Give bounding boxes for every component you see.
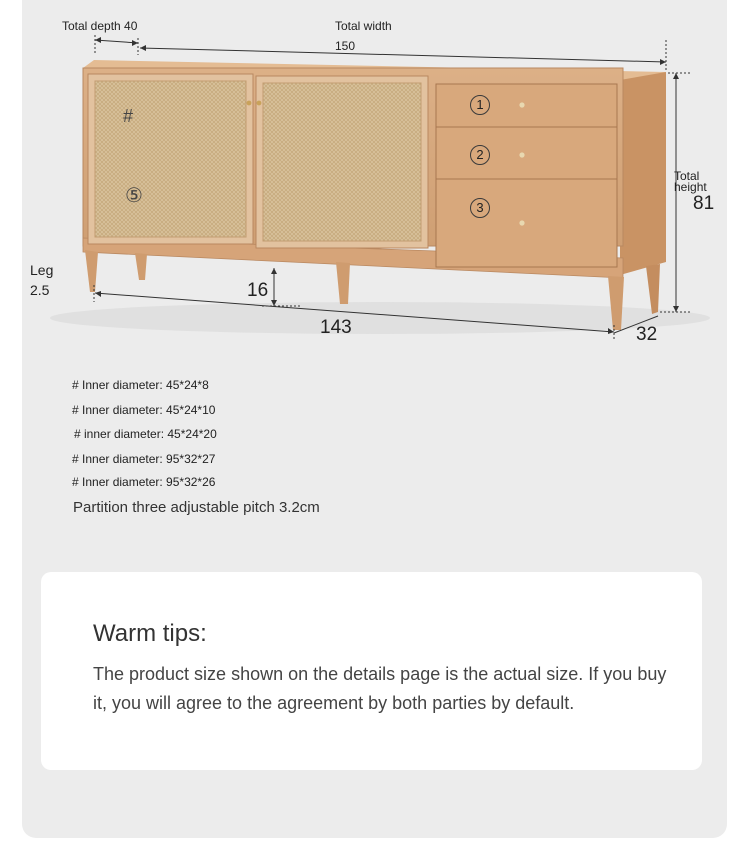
leg-label: Leg	[30, 262, 54, 278]
width-dim-line	[140, 48, 666, 62]
total-width-value: 150	[335, 39, 356, 53]
warm-tips-card	[41, 572, 702, 770]
spec-line: # Inner diameter: 95*32*26	[72, 475, 216, 489]
total-height-label-line2: height	[674, 180, 707, 194]
spec-line: # Inner diameter: 95*32*27	[72, 452, 216, 466]
depth-dim-line	[95, 40, 138, 43]
bottom-depth-value: 32	[636, 324, 658, 345]
drawer-marker-2: 2	[470, 145, 490, 165]
total-height-value: 81	[693, 193, 715, 214]
total-width-label: Total width	[335, 19, 392, 33]
spec-line: # Inner diameter: 45*24*8	[72, 378, 209, 392]
bottom-width-value: 143	[320, 317, 352, 338]
door-marker-hash: #	[123, 106, 134, 126]
clearance-value: 16	[247, 280, 269, 301]
drawer-marker-3: 3	[470, 198, 490, 218]
total-height-label-line1: Total	[674, 169, 700, 183]
leg-value: 2.5	[30, 282, 50, 298]
total-depth-label: Total depth 40	[62, 19, 138, 33]
spec-line: # Inner diameter: 45*24*10	[72, 403, 216, 417]
door-marker-5: ⑤	[125, 185, 143, 207]
warm-tips-title: Warm tips:	[93, 620, 207, 647]
spec-line: # inner diameter: 45*24*20	[74, 427, 217, 441]
warm-tips-text: The product size shown on the details page is the actual size. If you buy it, you will agree to the agreement by both parties by default.	[93, 664, 667, 713]
sideboard-dimension-diagram	[0, 0, 750, 360]
partition-note: Partition three adjustable pitch 3.2cm	[73, 499, 320, 516]
sideboard-illustration	[0, 0, 750, 360]
drawer-marker-1: 1	[470, 95, 490, 115]
